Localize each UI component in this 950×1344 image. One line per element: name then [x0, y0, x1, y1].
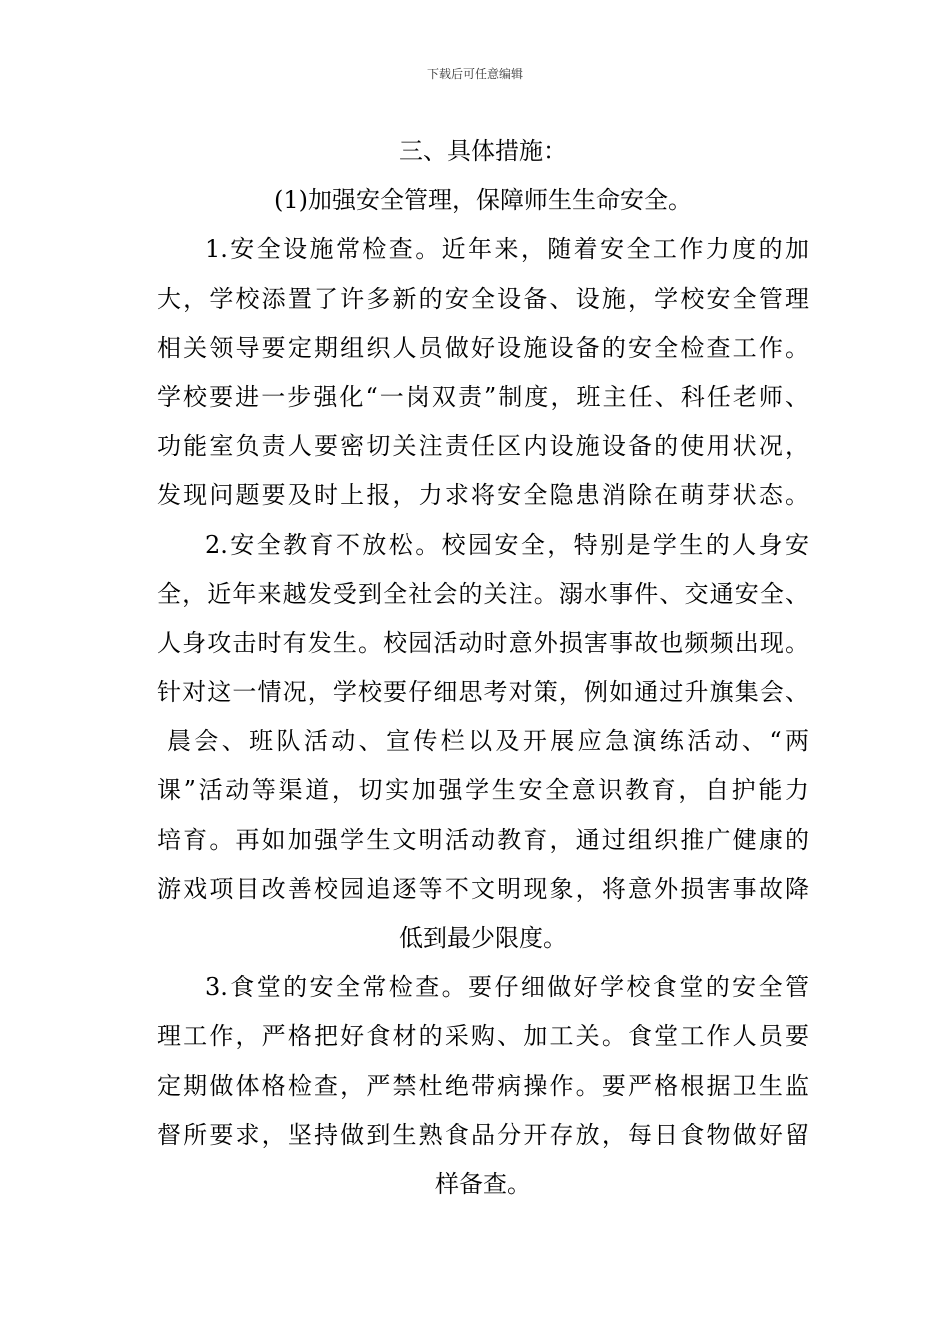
paragraph-3-line-4: 督所要求，坚持做到生熟食品分开存放，每日食物做好留: [157, 1120, 809, 1149]
paragraph-1-line-6: 发现问题要及时上报，力求将安全隐患消除在萌芽状态。: [157, 481, 809, 510]
paragraph-1-line-4: 学校要进一步强化“一岗双责”制度，班主任、科任老师、: [157, 382, 809, 411]
paragraph-2-line-6: 课”活动等渠道，切实加强学生安全意识教育，自护能力: [157, 776, 809, 805]
paragraph-1-line-1: 1.安全设施常检查。近年来，随着安全工作力度的加: [205, 235, 809, 264]
paragraph-1-line-5: 功能室负责人要密切关注责任区内设施设备的使用状况，: [157, 432, 809, 461]
paragraph-2-line-5: 晨会、班队活动、宣传栏以及开展应急演练活动、“两: [167, 727, 809, 756]
document-body: [157, 127, 809, 1209]
paragraph-2-line-9: 低到最少限度。: [399, 924, 567, 952]
paragraph-2-line-8: 游戏项目改善校园追逐等不文明现象，将意外损害事故降: [157, 874, 809, 903]
paragraph-3-line-1: 3.食堂的安全常检查。要仔细做好学校食堂的安全管: [205, 973, 809, 1002]
paragraph-3-line-2: 理工作，严格把好食材的采购、加工关。食堂工作人员要: [157, 1022, 809, 1051]
section-heading: 三、具体措施：: [399, 137, 567, 165]
paragraph-2-line-7: 培育。再如加强学生文明活动教育，通过组织推广健康的: [157, 825, 809, 854]
subsection-heading: (1)加强安全管理，保障师生生命安全。: [274, 186, 692, 215]
paragraph-2-line-4: 针对这一情况，学校要仔细思考对策，例如通过升旗集会、: [157, 678, 809, 707]
paragraph-3-line-3: 定期做体格检查，严禁杜绝带病操作。要严格根据卫生监: [157, 1071, 809, 1100]
page-header: 下载后可任意编辑: [426, 67, 523, 81]
paragraph-1-line-3: 相关领导要定期组织人员做好设施设备的安全检查工作。: [157, 333, 809, 362]
paragraph-2-line-3: 人身攻击时有发生。校园活动时意外损害事故也频频出现。: [157, 628, 809, 657]
paragraph-1-line-2: 大，学校添置了许多新的安全设备、设施，学校安全管理: [157, 284, 809, 313]
paragraph-2-line-1: 2.安全教育不放松。校园安全，特别是学生的人身安: [205, 530, 809, 559]
paragraph-3-line-5: 样备查。: [435, 1169, 531, 1198]
paragraph-2-line-2: 全，近年来越发受到全社会的关注。溺水事件、交通安全、: [157, 579, 809, 608]
